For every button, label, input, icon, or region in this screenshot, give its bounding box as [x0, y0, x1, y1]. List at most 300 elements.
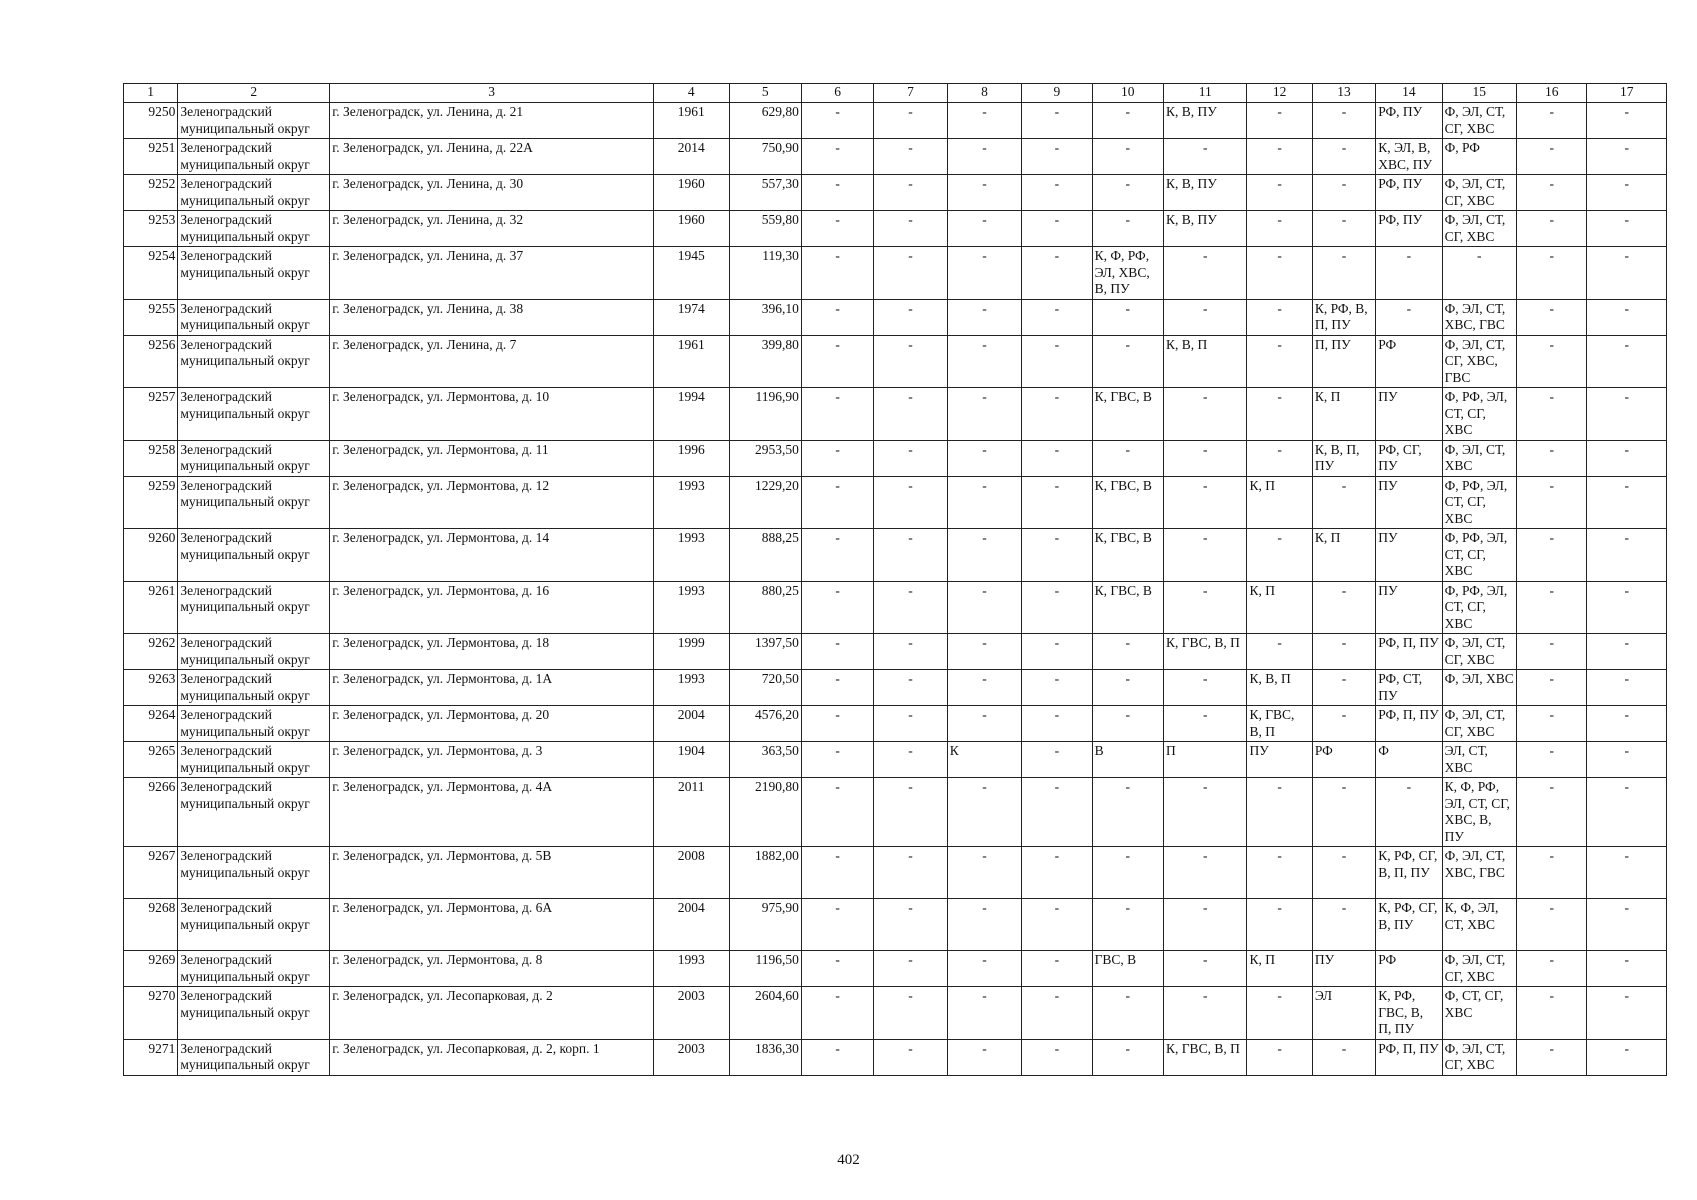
table-cell: - — [1022, 529, 1092, 582]
table-cell: - — [1517, 634, 1587, 670]
table-cell: - — [947, 581, 1021, 634]
table-cell: г. Зеленоградск, ул. Лесопарковая, д. 2 — [330, 987, 654, 1040]
table-cell: - — [801, 139, 873, 175]
table-cell: - — [1517, 899, 1587, 951]
table-cell: Зеленоградский муниципальный округ — [178, 299, 330, 335]
table-cell: Зеленоградский муниципальный округ — [178, 899, 330, 951]
table-cell: - — [1587, 211, 1667, 247]
table-cell: - — [1312, 706, 1375, 742]
table-cell: - — [1517, 211, 1587, 247]
table-cell: - — [1022, 581, 1092, 634]
table-cell: - — [1022, 951, 1092, 987]
table-cell: - — [874, 388, 947, 441]
table-cell: - — [1587, 847, 1667, 899]
table-cell: 396,10 — [729, 299, 801, 335]
table-cell: - — [1092, 987, 1163, 1040]
table-row — [124, 529, 1667, 582]
table-cell: Ф, ЭЛ, СТ, СГ, ХВС, ГВС — [1442, 335, 1516, 388]
table-cell: - — [1312, 211, 1375, 247]
table-cell: 9269 — [124, 951, 178, 987]
table-cell: Ф, РФ — [1442, 139, 1516, 175]
table-cell: г. Зеленоградск, ул. Ленина, д. 37 — [330, 247, 654, 300]
column-header: 1 — [124, 84, 178, 103]
table-cell: г. Зеленоградск, ул. Ленина, д. 32 — [330, 211, 654, 247]
table-cell: 9267 — [124, 847, 178, 899]
table-cell: - — [1164, 529, 1247, 582]
table-cell: К, РФ, ГВС, В, П, ПУ — [1376, 987, 1442, 1040]
table-cell: 2003 — [654, 1039, 729, 1075]
table-cell: Зеленоградский муниципальный округ — [178, 103, 330, 139]
table-cell: 9261 — [124, 581, 178, 634]
table-cell: г. Зеленоградск, ул. Лермонтова, д. 3 — [330, 742, 654, 778]
table-cell: Зеленоградский муниципальный округ — [178, 634, 330, 670]
table-cell: 1196,90 — [729, 388, 801, 441]
table-cell: г. Зеленоградск, ул. Лермонтова, д. 1А — [330, 670, 654, 706]
table-cell: 1397,50 — [729, 634, 801, 670]
table-cell: - — [1517, 670, 1587, 706]
column-header: 17 — [1587, 84, 1667, 103]
table-cell: 1993 — [654, 670, 729, 706]
table-cell: - — [1092, 440, 1163, 476]
table-cell: - — [1022, 742, 1092, 778]
table-cell: - — [1022, 847, 1092, 899]
table-cell: - — [947, 388, 1021, 441]
table-cell: г. Зеленоградск, ул. Ленина, д. 22А — [330, 139, 654, 175]
table-cell: - — [1376, 247, 1442, 300]
table-cell: - — [1247, 335, 1312, 388]
table-cell: РФ — [1376, 951, 1442, 987]
table-cell: 9257 — [124, 388, 178, 441]
table-cell: - — [874, 247, 947, 300]
table-cell: - — [1247, 529, 1312, 582]
table-cell: - — [801, 175, 873, 211]
table-cell: 1196,50 — [729, 951, 801, 987]
table-cell: - — [1022, 778, 1092, 847]
table-cell: - — [874, 847, 947, 899]
table-cell: - — [1587, 103, 1667, 139]
table-cell: - — [1164, 778, 1247, 847]
table-cell: - — [1312, 247, 1375, 300]
table-cell: 975,90 — [729, 899, 801, 951]
table-row — [124, 335, 1667, 388]
table-cell: РФ, ПУ — [1376, 103, 1442, 139]
table-row — [124, 634, 1667, 670]
table-row — [124, 1039, 1667, 1075]
register-table — [123, 83, 1667, 1076]
table-cell: - — [1247, 103, 1312, 139]
table-cell: Ф, ЭЛ, СТ, СГ, ХВС — [1442, 103, 1516, 139]
table-cell: - — [1092, 211, 1163, 247]
table-cell: ПУ — [1247, 742, 1312, 778]
table-cell: - — [1164, 476, 1247, 529]
table-cell: - — [801, 742, 873, 778]
table-cell: - — [1164, 670, 1247, 706]
table-cell: К, ГВС, В — [1092, 388, 1163, 441]
table-cell: К, П — [1247, 581, 1312, 634]
table-cell: ПУ — [1312, 951, 1375, 987]
table-row — [124, 706, 1667, 742]
table-cell: - — [1164, 706, 1247, 742]
table-cell: - — [1517, 778, 1587, 847]
table-cell: К, П — [1247, 951, 1312, 987]
table-row — [124, 951, 1667, 987]
page-number: 402 — [837, 1152, 860, 1168]
table-cell: 2003 — [654, 987, 729, 1040]
table-cell: - — [1517, 581, 1587, 634]
table-cell: К, РФ, СГ, В, П, ПУ — [1376, 847, 1442, 899]
table-cell: 1961 — [654, 103, 729, 139]
table-cell: - — [1376, 778, 1442, 847]
table-cell: 1960 — [654, 211, 729, 247]
table-cell: - — [1587, 581, 1667, 634]
table-cell: К, РФ, В, П, ПУ — [1312, 299, 1375, 335]
table-body — [124, 103, 1667, 1076]
table-cell: - — [1517, 299, 1587, 335]
table-cell: - — [1247, 1039, 1312, 1075]
table-cell: - — [1247, 440, 1312, 476]
table-cell: - — [874, 706, 947, 742]
table-cell: Зеленоградский муниципальный округ — [178, 529, 330, 582]
table-cell: Ф, ЭЛ, СТ, СГ, ХВС — [1442, 706, 1516, 742]
table-cell: 9252 — [124, 175, 178, 211]
table-cell: - — [801, 211, 873, 247]
table-cell: К, П — [1247, 476, 1312, 529]
column-header: 11 — [1164, 84, 1247, 103]
table-cell: - — [947, 951, 1021, 987]
table-cell: - — [1092, 139, 1163, 175]
table-cell: - — [1517, 476, 1587, 529]
table-cell: - — [1022, 247, 1092, 300]
table-cell: Зеленоградский муниципальный округ — [178, 742, 330, 778]
table-cell: ПУ — [1376, 476, 1442, 529]
table-cell: - — [874, 335, 947, 388]
table-cell: 1994 — [654, 388, 729, 441]
table-cell: Ф, ЭЛ, СТ, ХВС, ГВС — [1442, 299, 1516, 335]
table-cell: - — [1312, 175, 1375, 211]
table-cell: - — [874, 899, 947, 951]
table-cell: - — [1312, 778, 1375, 847]
table-cell: - — [874, 1039, 947, 1075]
table-cell: РФ — [1376, 335, 1442, 388]
table-cell: - — [1312, 103, 1375, 139]
table-cell: - — [1092, 899, 1163, 951]
table-row — [124, 247, 1667, 300]
table-cell: Зеленоградский муниципальный округ — [178, 211, 330, 247]
table-cell: - — [947, 175, 1021, 211]
table-cell: 1836,30 — [729, 1039, 801, 1075]
table-cell: К, П — [1312, 529, 1375, 582]
table-cell: - — [1312, 670, 1375, 706]
table-cell: 2011 — [654, 778, 729, 847]
table-cell: г. Зеленоградск, ул. Лермонтова, д. 16 — [330, 581, 654, 634]
table-cell: - — [1022, 335, 1092, 388]
table-cell: г. Зеленоградск, ул. Лермонтова, д. 5В — [330, 847, 654, 899]
table-cell: П, ПУ — [1312, 335, 1375, 388]
table-cell: - — [1092, 1039, 1163, 1075]
table-cell: - — [1587, 299, 1667, 335]
table-cell: К, ГВС, В — [1092, 581, 1163, 634]
table-cell: - — [874, 103, 947, 139]
table-cell: - — [1587, 476, 1667, 529]
table-cell: г. Зеленоградск, ул. Лермонтова, д. 6А — [330, 899, 654, 951]
table-cell: - — [1587, 440, 1667, 476]
table-cell: - — [1247, 175, 1312, 211]
table-cell: - — [801, 670, 873, 706]
table-cell: - — [1312, 1039, 1375, 1075]
table-cell: 557,30 — [729, 175, 801, 211]
table-cell: К, В, П, ПУ — [1312, 440, 1375, 476]
table-row — [124, 581, 1667, 634]
table-cell: - — [947, 899, 1021, 951]
table-cell: - — [1517, 1039, 1587, 1075]
table-cell: - — [801, 299, 873, 335]
table-cell: - — [874, 175, 947, 211]
table-cell: - — [1164, 899, 1247, 951]
table-cell: - — [1247, 388, 1312, 441]
table-cell: - — [1587, 951, 1667, 987]
table-cell: Зеленоградский муниципальный округ — [178, 1039, 330, 1075]
table-cell: - — [947, 335, 1021, 388]
table-cell: - — [801, 335, 873, 388]
table-cell: - — [1092, 706, 1163, 742]
table-cell: К, В, П — [1247, 670, 1312, 706]
column-header: 4 — [654, 84, 729, 103]
table-cell: - — [1312, 581, 1375, 634]
table-cell: Ф, ЭЛ, ХВС — [1442, 670, 1516, 706]
table-cell: 9250 — [124, 103, 178, 139]
table-cell: 1882,00 — [729, 847, 801, 899]
table-cell: 9268 — [124, 899, 178, 951]
table-cell: К, В, ПУ — [1164, 103, 1247, 139]
column-header: 3 — [330, 84, 654, 103]
table-cell: - — [1587, 670, 1667, 706]
table-cell: - — [1022, 175, 1092, 211]
table-cell: - — [1312, 847, 1375, 899]
table-cell: 888,25 — [729, 529, 801, 582]
table-cell: - — [1517, 847, 1587, 899]
table-cell: - — [947, 670, 1021, 706]
table-cell: г. Зеленоградск, ул. Ленина, д. 7 — [330, 335, 654, 388]
table-cell: - — [1587, 706, 1667, 742]
table-cell: Ф, РФ, ЭЛ, СТ, СГ, ХВС — [1442, 388, 1516, 441]
table-cell: К, В, П — [1164, 335, 1247, 388]
table-cell: К, ГВС, В, П — [1164, 634, 1247, 670]
table-cell: - — [1247, 299, 1312, 335]
table-cell: - — [1587, 1039, 1667, 1075]
column-header: 13 — [1312, 84, 1375, 103]
table-cell: - — [874, 742, 947, 778]
table-cell: - — [1587, 139, 1667, 175]
table-cell: - — [947, 103, 1021, 139]
table-cell: - — [1092, 847, 1163, 899]
table-row — [124, 778, 1667, 847]
table-cell: - — [1587, 175, 1667, 211]
table-cell: Ф, ЭЛ, СТ, СГ, ХВС — [1442, 1039, 1516, 1075]
table-cell: 9258 — [124, 440, 178, 476]
table-cell: Зеленоградский муниципальный округ — [178, 581, 330, 634]
table-row — [124, 899, 1667, 951]
table-cell: - — [947, 476, 1021, 529]
table-cell: - — [1247, 211, 1312, 247]
table-cell: - — [1164, 247, 1247, 300]
table-cell: - — [801, 440, 873, 476]
table-cell: П — [1164, 742, 1247, 778]
table-cell: - — [1164, 581, 1247, 634]
table-cell: - — [1587, 899, 1667, 951]
table-cell: Зеленоградский муниципальный округ — [178, 247, 330, 300]
table-cell: - — [801, 581, 873, 634]
table-cell: - — [1587, 247, 1667, 300]
table-cell: Ф, ЭЛ, СТ, ХВС, ГВС — [1442, 847, 1516, 899]
table-cell: - — [874, 139, 947, 175]
table-cell: - — [1312, 899, 1375, 951]
table-cell: 9253 — [124, 211, 178, 247]
table-cell: 9251 — [124, 139, 178, 175]
table-cell: - — [1022, 211, 1092, 247]
table-cell: - — [1587, 634, 1667, 670]
table-cell: - — [874, 778, 947, 847]
column-header: 16 — [1517, 84, 1587, 103]
table-cell: 9254 — [124, 247, 178, 300]
table-cell: - — [874, 476, 947, 529]
column-header: 5 — [729, 84, 801, 103]
table-cell: - — [801, 388, 873, 441]
table-row — [124, 175, 1667, 211]
table-cell: 9266 — [124, 778, 178, 847]
table-cell: - — [874, 299, 947, 335]
table-cell: Зеленоградский муниципальный округ — [178, 847, 330, 899]
table-cell: 9264 — [124, 706, 178, 742]
table-cell: Зеленоградский муниципальный округ — [178, 951, 330, 987]
table-cell: К, ЭЛ, В, ХВС, ПУ — [1376, 139, 1442, 175]
table-cell: К, В, ПУ — [1164, 175, 1247, 211]
table-cell: - — [1092, 103, 1163, 139]
table-cell: К, В, ПУ — [1164, 211, 1247, 247]
table-cell: - — [1517, 706, 1587, 742]
table-cell: - — [1517, 247, 1587, 300]
table-cell: - — [1517, 103, 1587, 139]
table-cell: - — [874, 211, 947, 247]
table-cell: 9262 — [124, 634, 178, 670]
table-cell: 2008 — [654, 847, 729, 899]
table-cell: 1993 — [654, 581, 729, 634]
table-cell: 1961 — [654, 335, 729, 388]
table-cell: 750,90 — [729, 139, 801, 175]
table-cell: Зеленоградский муниципальный округ — [178, 706, 330, 742]
table-cell: К — [947, 742, 1021, 778]
table-cell: Зеленоградский муниципальный округ — [178, 440, 330, 476]
table-cell: 629,80 — [729, 103, 801, 139]
table-cell: - — [1517, 335, 1587, 388]
table-cell: Зеленоградский муниципальный округ — [178, 388, 330, 441]
table-cell: 1945 — [654, 247, 729, 300]
table-cell: 1974 — [654, 299, 729, 335]
table-cell: - — [947, 706, 1021, 742]
table-cell: - — [947, 987, 1021, 1040]
table-cell: К, Ф, ЭЛ, СТ, ХВС — [1442, 899, 1516, 951]
table-cell: - — [1022, 899, 1092, 951]
table-row — [124, 139, 1667, 175]
table-cell: - — [1376, 299, 1442, 335]
table-cell: - — [1164, 139, 1247, 175]
table-cell: 1229,20 — [729, 476, 801, 529]
table-cell: - — [1517, 139, 1587, 175]
table-cell: - — [1587, 987, 1667, 1040]
table-cell: 2190,80 — [729, 778, 801, 847]
table-cell: 119,30 — [729, 247, 801, 300]
table-cell: ПУ — [1376, 388, 1442, 441]
table-cell: Зеленоградский муниципальный округ — [178, 670, 330, 706]
table-cell: - — [801, 951, 873, 987]
table-cell: - — [874, 440, 947, 476]
table-cell: - — [947, 211, 1021, 247]
table-cell: - — [801, 706, 873, 742]
table-cell: - — [1164, 299, 1247, 335]
table-cell: - — [874, 670, 947, 706]
table-cell: РФ, П, ПУ — [1376, 634, 1442, 670]
table-cell: 9259 — [124, 476, 178, 529]
table-cell: Ф, ЭЛ, СТ, СГ, ХВС — [1442, 951, 1516, 987]
table-cell: ПУ — [1376, 529, 1442, 582]
table-cell: 1996 — [654, 440, 729, 476]
table-cell: ГВС, В — [1092, 951, 1163, 987]
table-cell: - — [947, 299, 1021, 335]
table-cell: 1999 — [654, 634, 729, 670]
table-cell: - — [1022, 670, 1092, 706]
table-cell: ЭЛ, СТ, ХВС — [1442, 742, 1516, 778]
table-cell: 1993 — [654, 476, 729, 529]
table-cell: г. Зеленоградск, ул. Ленина, д. 21 — [330, 103, 654, 139]
table-cell: - — [1247, 847, 1312, 899]
table-cell: г. Зеленоградск, ул. Ленина, д. 30 — [330, 175, 654, 211]
table-cell: - — [1022, 706, 1092, 742]
table-cell: Ф, РФ, ЭЛ, СТ, СГ, ХВС — [1442, 581, 1516, 634]
table-cell: ПУ — [1376, 581, 1442, 634]
table-cell: 720,50 — [729, 670, 801, 706]
table-cell: - — [1022, 388, 1092, 441]
table-cell: РФ, СТ, ПУ — [1376, 670, 1442, 706]
table-cell: Ф, ЭЛ, СТ, СГ, ХВС — [1442, 634, 1516, 670]
table-cell: Ф, ЭЛ, СТ, СГ, ХВС — [1442, 175, 1516, 211]
table-cell: К, Ф, РФ, ЭЛ, ХВС, В, ПУ — [1092, 247, 1163, 300]
table-cell: - — [1517, 175, 1587, 211]
table-cell: 9271 — [124, 1039, 178, 1075]
table-cell: 4576,20 — [729, 706, 801, 742]
table-cell: - — [1517, 440, 1587, 476]
table-cell: - — [1022, 1039, 1092, 1075]
table-cell: 559,80 — [729, 211, 801, 247]
table-cell: Зеленоградский муниципальный округ — [178, 476, 330, 529]
table-cell: г. Зеленоградск, ул. Лесопарковая, д. 2, корп. 1 — [330, 1039, 654, 1075]
table-cell: - — [1092, 335, 1163, 388]
table-cell: Зеленоградский муниципальный округ — [178, 335, 330, 388]
table-cell: Ф — [1376, 742, 1442, 778]
table-cell: - — [801, 1039, 873, 1075]
table-cell: РФ — [1312, 742, 1375, 778]
table-cell: - — [1312, 476, 1375, 529]
table-cell: - — [1022, 139, 1092, 175]
table-cell: ЭЛ — [1312, 987, 1375, 1040]
table-row — [124, 476, 1667, 529]
table-cell: - — [1517, 388, 1587, 441]
table-cell: - — [1312, 139, 1375, 175]
table-cell: - — [874, 987, 947, 1040]
table-cell: г. Зеленоградск, ул. Лермонтова, д. 10 — [330, 388, 654, 441]
table-cell: РФ, ПУ — [1376, 175, 1442, 211]
table-cell: 2604,60 — [729, 987, 801, 1040]
table-cell: - — [1587, 742, 1667, 778]
table-cell: 9256 — [124, 335, 178, 388]
